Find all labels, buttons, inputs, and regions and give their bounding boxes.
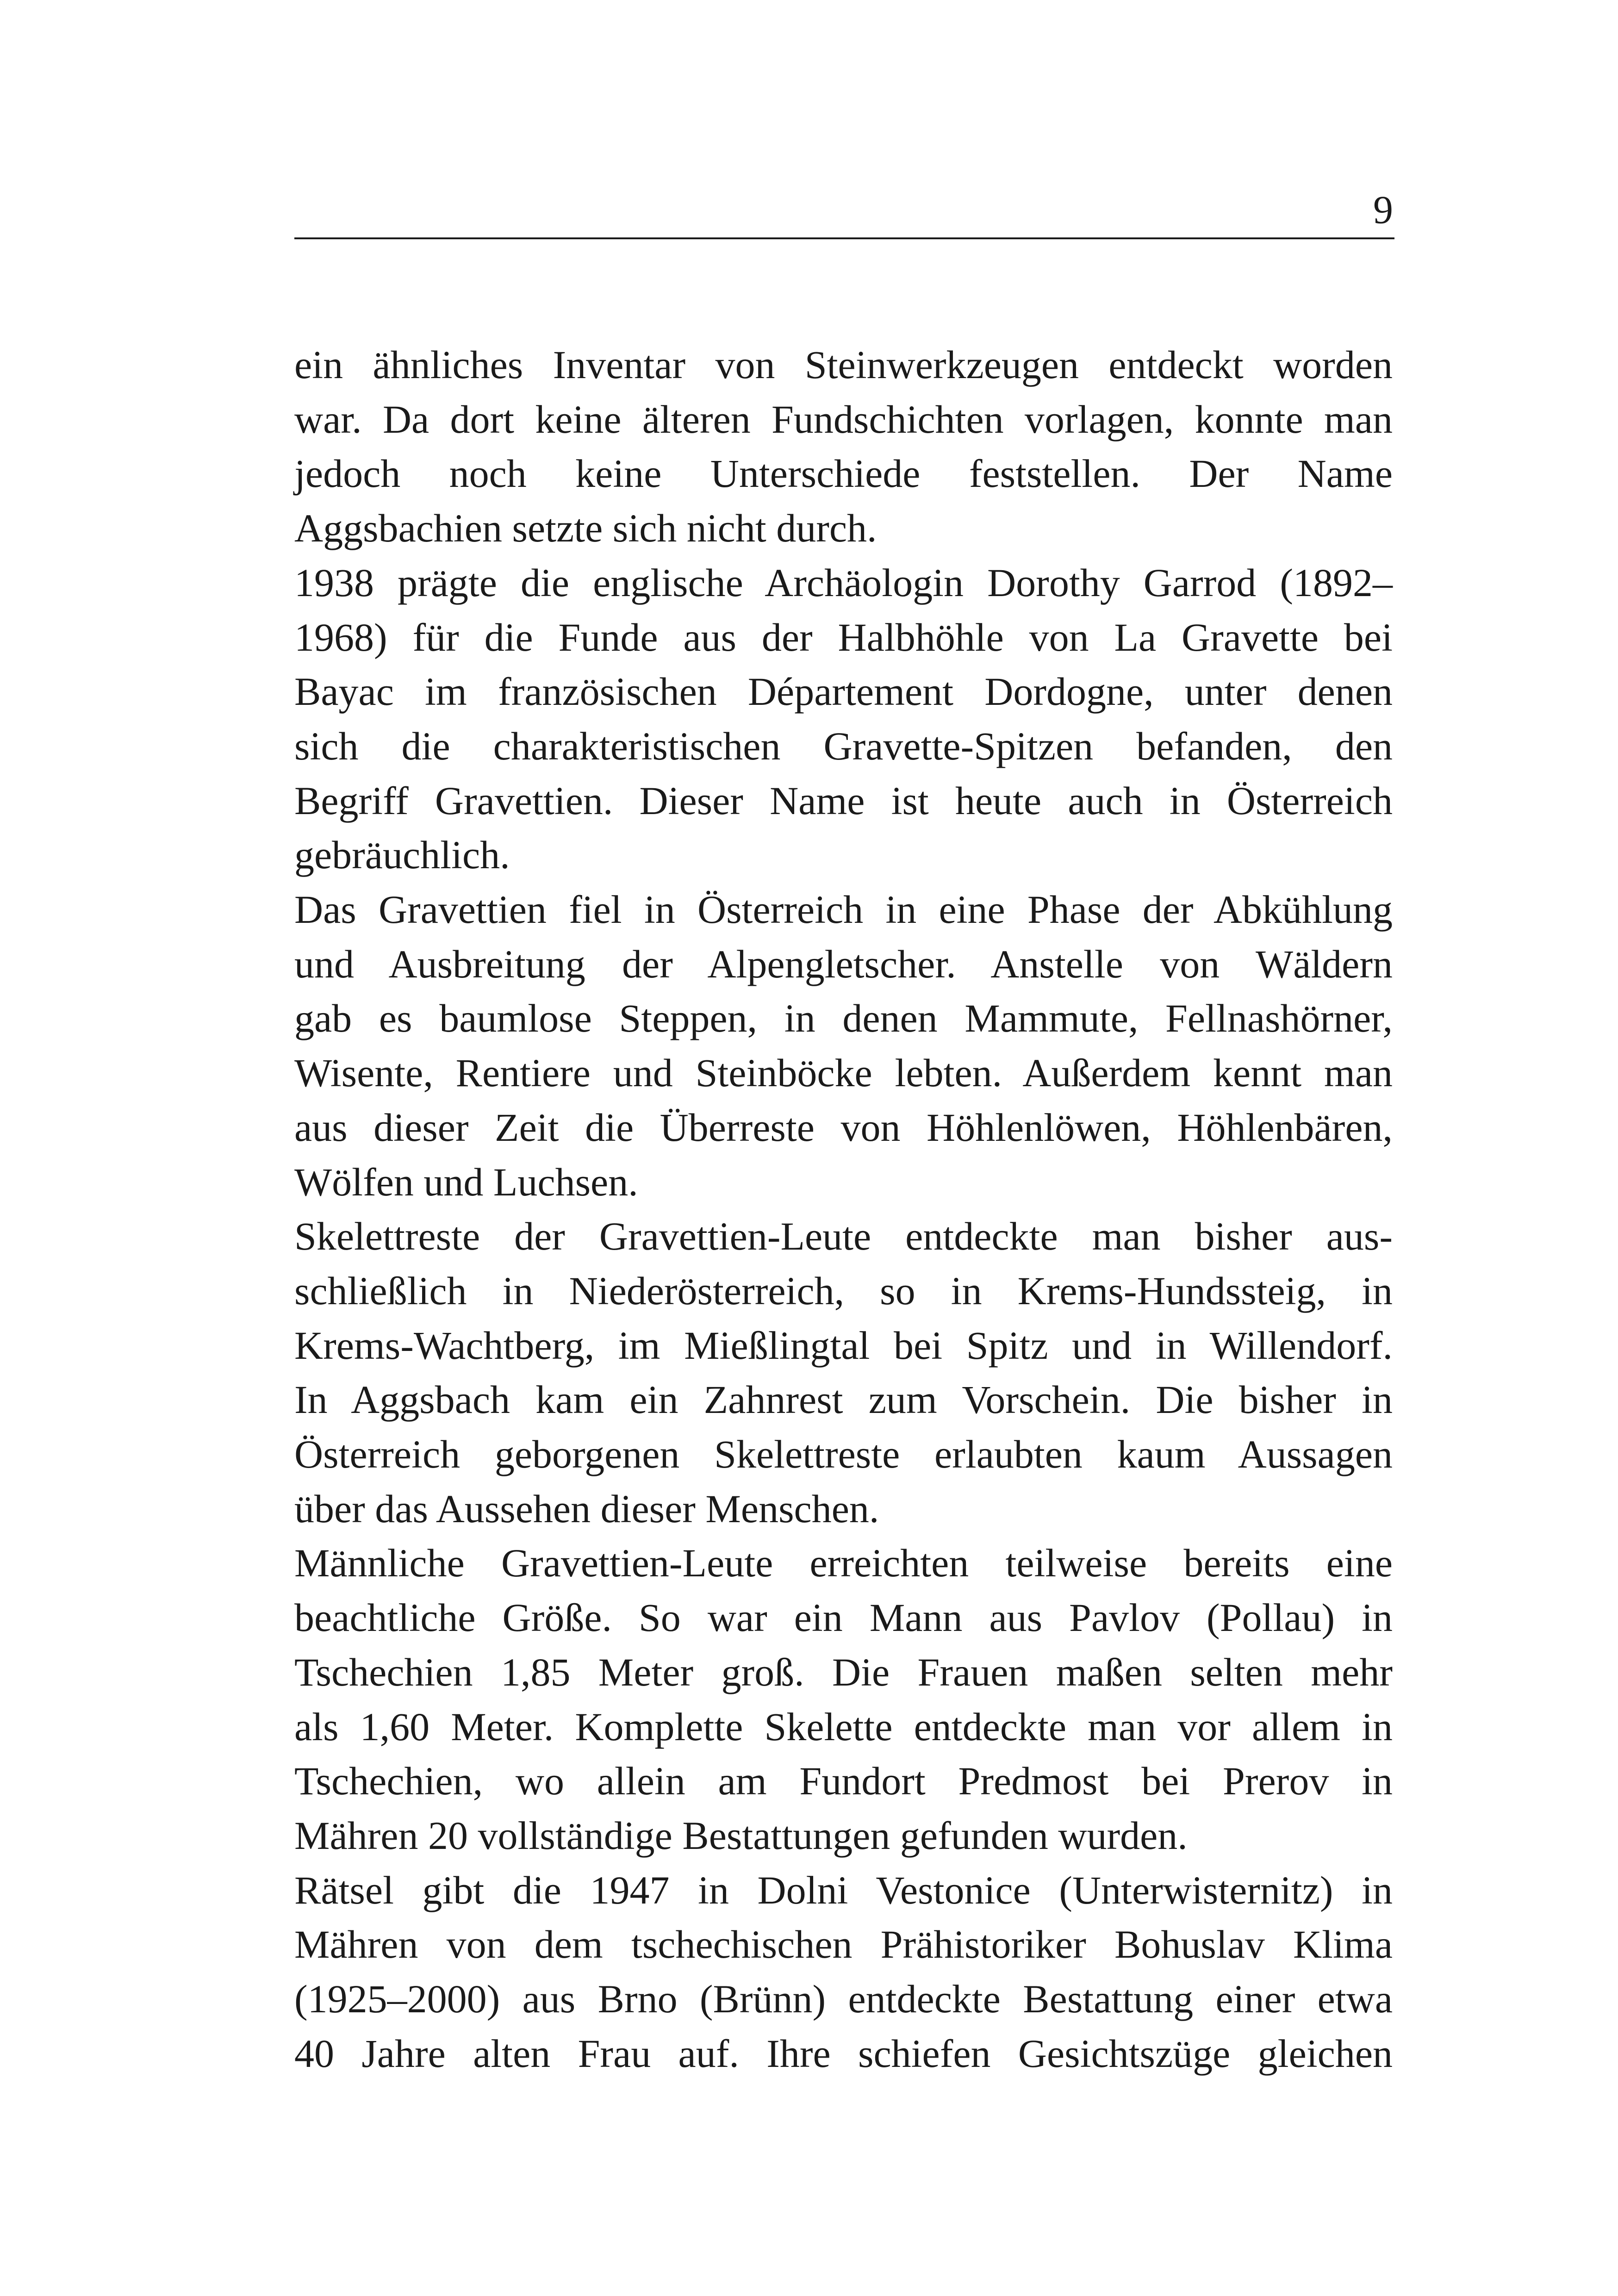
text-line: und Ausbreitung der Alpengletscher. Anstelle von Wäldern [294,941,1393,986]
text-line: war. Da dort keine älteren Fundschichten vorlagen, konnte man [294,397,1393,442]
text-line: Mähren von dem tschechischen Prähistoriker Bohuslav Klima [294,1922,1393,1967]
text-line: Tschechien, wo allein am Fundort Predmost bei Prerov in [294,1759,1393,1804]
text-line: Wisente, Rentiere und Steinböcke lebten. Außerdem kennt man [294,1051,1393,1095]
text-line: 1968) für die Funde aus der Halbhöhle von La Gravette bei [294,615,1393,660]
text-line: als 1,60 Meter. Komplette Skelette entdeckte man vor allem in [294,1704,1393,1749]
text-line: gab es baumlose Steppen, in denen Mammute, Fellnashörner, [294,996,1393,1041]
text-line: Bayac im französischen Département Dordogne, unter denen [294,669,1393,714]
text-line: Österreich geborgenen Skelettreste erlaubten kaum Aussagen [294,1432,1393,1477]
paragraph [294,556,1393,883]
text-line: (1925–2000) aus Brno (Brünn) entdeckte Bestattung einer etwa [294,1977,1393,2022]
header-rule [294,237,1394,239]
page-number: 9 [1373,187,1393,232]
text-line: Das Gravettien fiel in Österreich in eine Phase der Abkühlung [294,887,1393,932]
text-line: ein ähnliches Inventar von Steinwerkzeugen entdeckt worden [294,342,1393,387]
paragraph [294,1863,1393,2081]
text-line: 1938 prägte die englische Archäologin Dorothy Garrod (1892– [294,560,1393,605]
text-line: über das Aussehen dieser Menschen. [294,1486,879,1531]
text-line: jedoch noch keine Unterschiede feststellen. Der Name [294,451,1393,496]
text-line: Mähren 20 vollständige Bestattungen gefunden wurden. [294,1813,1188,1858]
text-line: 40 Jahre alten Frau auf. Ihre schiefen Gesichtszüge gleichen [294,2031,1393,2076]
body-text [294,338,1393,2081]
text-line: Krems-Wachtberg, im Mießlingtal bei Spitz und in Willendorf. [294,1323,1393,1368]
text-line: Aggsbachien setzte sich nicht durch. [294,506,877,551]
text-line: Rätsel gibt die 1947 in Dolni Vestonice (Unterwisternitz) in [294,1867,1393,1912]
paragraph [294,883,1393,1209]
text-line: Männliche Gravettien-Leute erreichten teilweise bereits eine [294,1541,1393,1586]
paragraph [294,338,1393,556]
text-line: Wölfen und Luchsen. [294,1159,638,1204]
text-line: In Aggsbach kam ein Zahnrest zum Vorschein. Die bisher in [294,1377,1393,1422]
running-head [294,183,1393,237]
text-line: gebräuchlich. [294,833,510,877]
text-line: sich die charakteristischen Gravette-Spitzen befanden, den [294,723,1393,768]
paragraph [294,1536,1393,1863]
text-line: Tschechien 1,85 Meter groß. Die Frauen maßen selten mehr [294,1649,1393,1694]
text-line: beachtliche Größe. So war ein Mann aus Pavlov (Pollau) in [294,1595,1393,1640]
text-line: Begriff Gravettien. Dieser Name ist heute auch in Österreich [294,778,1393,823]
text-line: aus dieser Zeit die Überreste von Höhlenlöwen, Höhlenbären, [294,1105,1393,1150]
paragraph [294,1209,1393,1536]
text-line: schließlich in Niederösterreich, so in Krems-Hundssteig, in [294,1268,1393,1313]
text-line: Skelettreste der Gravettien-Leute entdeckte man bisher aus- [294,1214,1393,1259]
